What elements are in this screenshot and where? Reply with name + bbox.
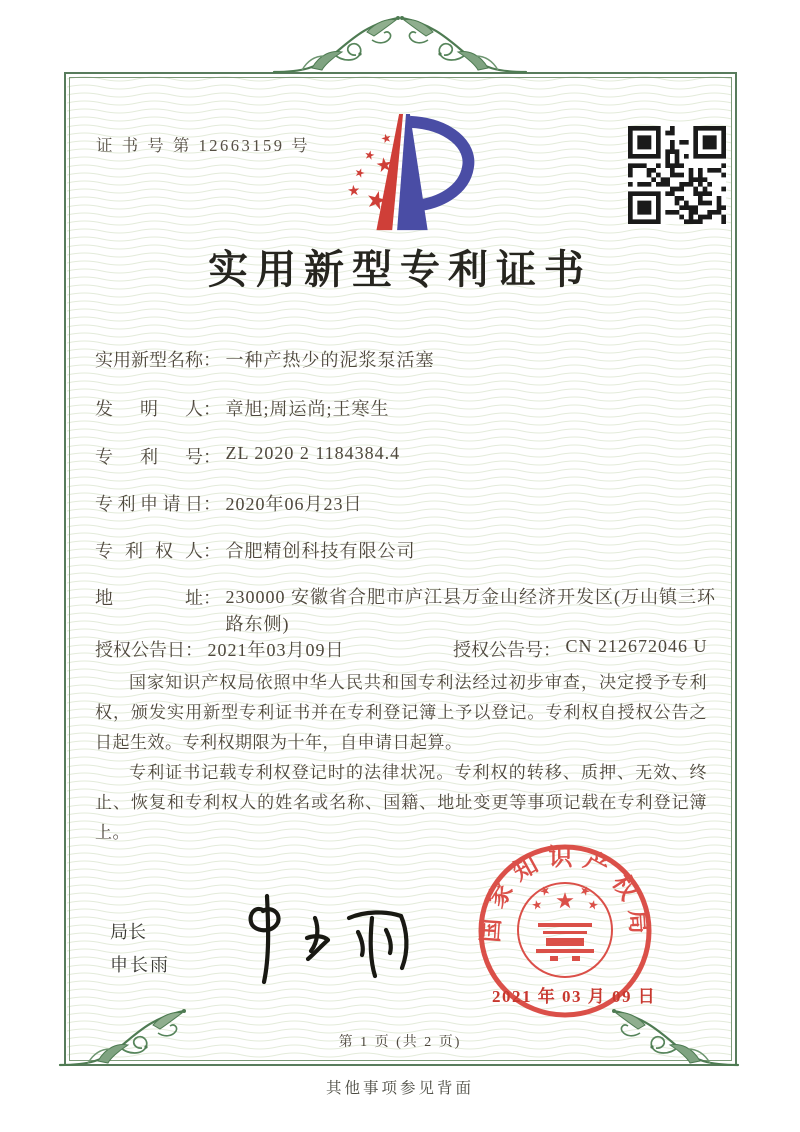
- grant-number-label: 授权公告号: [453, 640, 543, 660]
- field-value: 一种产热少的泥浆泵活塞: [225, 350, 435, 370]
- grant-number-value: CN 212672046 U: [565, 636, 708, 656]
- field-label: 专利申请日: [95, 494, 203, 514]
- seal-ring-text: 国家知识产权局: [478, 845, 652, 944]
- director-signature-icon: [218, 888, 438, 988]
- director-name: 申长雨: [110, 955, 170, 975]
- field-value: 2020年06月23日: [225, 494, 363, 514]
- field-row-address: 地址： 230000 安徽省合肥市庐江县万金山经济开发区(万山镇三环路东侧): [95, 584, 734, 638]
- grant-date-label: 授权公告日: [95, 640, 185, 660]
- field-label: 专利权人: [95, 541, 203, 561]
- field-row-filing-date: 专利申请日： 2020年06月23日: [95, 490, 363, 516]
- field-label: 实用新型名称: [95, 350, 203, 370]
- field-value: ZL 2020 2 1184384.4: [225, 443, 401, 463]
- back-note: 其他事项参见背面: [325, 1080, 474, 1097]
- body-paragraph: 国家知识产权局依照中华人民共和国专利法经过初步审查，决定授予专利权，颁发实用新型专利证书并在专利登记簿上予以登记。专利权自授权公告之日起生效。专利权期限为十年，自申请日起算。: [95, 673, 707, 752]
- field-label: 发明人: [95, 399, 203, 419]
- page-number: 第 1 页 (共 2 页): [338, 1035, 462, 1050]
- seal-date: 2021 年 03 月 09 日: [492, 987, 657, 1006]
- field-label: 专利号: [95, 447, 203, 467]
- grant-date-value: 2021年03月09日: [207, 640, 345, 660]
- qr-code-icon: [628, 126, 726, 224]
- field-row-patentee: 专利权人： 合肥精创科技有限公司: [95, 537, 416, 563]
- certificate-number: 证 书 号 第 12663159 号: [96, 136, 311, 155]
- body-paragraph: 专利证书记载专利权登记时的法律状况。专利权的转移、质押、无效、终止、恢复和专利权人的姓名或名称、国籍、地址变更等事项记载在专利登记簿上。: [95, 763, 707, 842]
- field-row-inventor: 发明人： 章旭;周运尚;王寒生: [95, 395, 390, 421]
- field-label: 地址: [95, 588, 203, 608]
- field-row-patent-number: 专利号： ZL 2020 2 1184384.4: [95, 443, 401, 467]
- certificate-title: 实用新型专利证书: [208, 247, 592, 292]
- field-row-name: 实用新型名称： 一种产热少的泥浆泵活塞: [95, 346, 435, 372]
- field-value: 章旭;周运尚;王寒生: [225, 399, 390, 419]
- field-value: 230000 安徽省合肥市庐江县万金山经济开发区(万山镇三环路东侧): [225, 587, 716, 634]
- field-value: 合肥精创科技有限公司: [225, 541, 416, 561]
- field-row-grant: 授权公告日： 2021年03月09日 授权公告号： CN 212672046 U: [95, 636, 708, 660]
- director-title: 局长: [110, 922, 146, 942]
- legal-text: [95, 668, 707, 848]
- cnipa-logo-icon: [330, 110, 480, 238]
